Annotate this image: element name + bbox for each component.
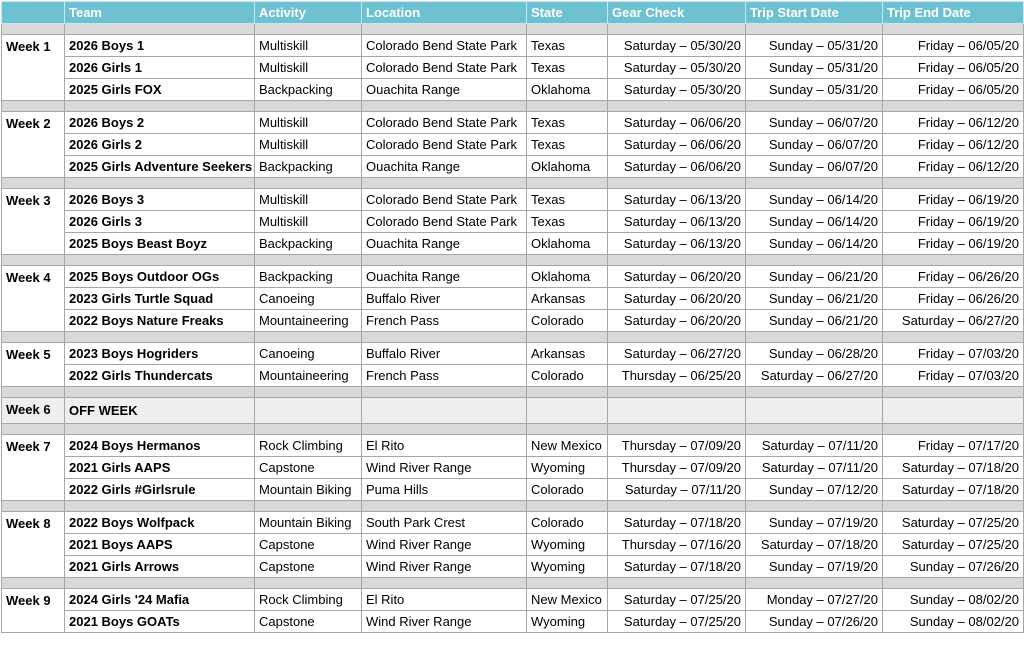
team-cell: 2024 Girls '24 Mafia (65, 589, 255, 611)
table-row (2, 189, 1024, 211)
trip-start-cell: Sunday – 06/07/20 (746, 156, 883, 178)
trip-end-cell: Friday – 06/12/20 (883, 134, 1024, 156)
state-cell: Texas (527, 211, 608, 233)
state-cell: Texas (527, 112, 608, 134)
trip-start-cell: Sunday – 06/07/20 (746, 134, 883, 156)
gear-check-cell: Saturday – 06/13/20 (608, 189, 746, 211)
week-separator (2, 178, 1024, 189)
location-cell: Buffalo River (362, 343, 527, 365)
gear-check-cell: Thursday – 07/09/20 (608, 457, 746, 479)
week-label: Week 3 (2, 189, 65, 255)
state-cell: Texas (527, 189, 608, 211)
trip-end-cell: Friday – 06/12/20 (883, 156, 1024, 178)
team-cell: 2023 Girls Turtle Squad (65, 288, 255, 310)
trip-start-cell: Sunday – 06/21/20 (746, 310, 883, 332)
separator-cell (527, 178, 608, 189)
gear-check-cell: Saturday – 07/11/20 (608, 479, 746, 501)
separator-cell (2, 332, 65, 343)
trip-start-cell (746, 398, 883, 424)
table-row (2, 57, 1024, 79)
week-label: Week 2 (2, 112, 65, 178)
trip-end-cell: Saturday – 07/18/20 (883, 479, 1024, 501)
trip-start-cell: Sunday – 06/28/20 (746, 343, 883, 365)
table-row (2, 310, 1024, 332)
col-header-team: Team (65, 2, 255, 24)
gear-check-cell: Saturday – 06/27/20 (608, 343, 746, 365)
team-cell: 2025 Girls FOX (65, 79, 255, 101)
activity-cell: Backpacking (255, 79, 362, 101)
location-cell: Wind River Range (362, 457, 527, 479)
separator-cell (746, 424, 883, 435)
table-row (2, 534, 1024, 556)
week-separator (2, 501, 1024, 512)
location-cell: South Park Crest (362, 512, 527, 534)
separator-cell (255, 178, 362, 189)
team-cell: 2024 Boys Hermanos (65, 435, 255, 457)
separator-cell (362, 578, 527, 589)
location-cell (362, 398, 527, 424)
separator-cell (746, 178, 883, 189)
team-cell: 2022 Boys Nature Freaks (65, 310, 255, 332)
separator-cell (2, 387, 65, 398)
location-cell: Puma Hills (362, 479, 527, 501)
trip-start-cell: Sunday – 07/26/20 (746, 611, 883, 633)
table-row (2, 112, 1024, 134)
activity-cell: Canoeing (255, 343, 362, 365)
separator-cell (883, 424, 1024, 435)
week-separator (2, 387, 1024, 398)
trip-end-cell: Friday – 07/17/20 (883, 435, 1024, 457)
week-label: Week 1 (2, 35, 65, 101)
separator-cell (65, 255, 255, 266)
separator-cell (883, 178, 1024, 189)
trip-start-cell: Sunday – 06/14/20 (746, 189, 883, 211)
separator-cell (2, 501, 65, 512)
separator-cell (527, 24, 608, 35)
location-cell: Colorado Bend State Park (362, 57, 527, 79)
separator-cell (362, 178, 527, 189)
activity-cell: Backpacking (255, 156, 362, 178)
separator-cell (608, 255, 746, 266)
week-label: Week 6 (2, 398, 65, 424)
separator-cell (65, 332, 255, 343)
week-label: Week 7 (2, 435, 65, 501)
separator-cell (255, 501, 362, 512)
location-cell: Wind River Range (362, 611, 527, 633)
gear-check-cell: Saturday – 06/13/20 (608, 233, 746, 255)
separator-cell (527, 255, 608, 266)
gear-check-cell: Saturday – 07/18/20 (608, 556, 746, 578)
table-row (2, 611, 1024, 633)
state-cell: Arkansas (527, 343, 608, 365)
separator-cell (527, 424, 608, 435)
gear-check-cell: Thursday – 07/09/20 (608, 435, 746, 457)
separator-cell (65, 578, 255, 589)
table-row (2, 398, 1024, 424)
separator-cell (362, 424, 527, 435)
trip-schedule-table (1, 1, 1024, 633)
location-cell: French Pass (362, 365, 527, 387)
col-header-activity: Activity (255, 2, 362, 24)
separator-cell (883, 578, 1024, 589)
separator-cell (255, 24, 362, 35)
state-cell: Colorado (527, 512, 608, 534)
location-cell: French Pass (362, 310, 527, 332)
trip-start-cell: Sunday – 05/31/20 (746, 79, 883, 101)
table-row (2, 343, 1024, 365)
state-cell: Texas (527, 57, 608, 79)
trip-start-cell: Sunday – 06/21/20 (746, 288, 883, 310)
week-separator (2, 332, 1024, 343)
gear-check-cell: Saturday – 06/06/20 (608, 156, 746, 178)
location-cell: Colorado Bend State Park (362, 35, 527, 57)
col-header-state: State (527, 2, 608, 24)
location-cell: Ouachita Range (362, 156, 527, 178)
separator-cell (255, 387, 362, 398)
gear-check-cell: Saturday – 05/30/20 (608, 79, 746, 101)
week-label: Week 8 (2, 512, 65, 578)
separator-cell (746, 332, 883, 343)
team-cell: 2026 Girls 1 (65, 57, 255, 79)
gear-check-cell: Saturday – 06/20/20 (608, 266, 746, 288)
week-separator (2, 255, 1024, 266)
separator-cell (65, 501, 255, 512)
gear-check-cell: Saturday – 06/06/20 (608, 134, 746, 156)
separator-cell (608, 332, 746, 343)
table-row (2, 457, 1024, 479)
team-cell: 2025 Boys Outdoor OGs (65, 266, 255, 288)
team-cell: 2021 Boys AAPS (65, 534, 255, 556)
state-cell: New Mexico (527, 435, 608, 457)
separator-cell (527, 387, 608, 398)
activity-cell: Capstone (255, 457, 362, 479)
activity-cell: Rock Climbing (255, 435, 362, 457)
separator-cell (2, 24, 65, 35)
state-cell (527, 398, 608, 424)
table-row (2, 156, 1024, 178)
separator-cell (2, 424, 65, 435)
state-cell: Oklahoma (527, 233, 608, 255)
trip-end-cell: Friday – 06/12/20 (883, 112, 1024, 134)
table-row (2, 435, 1024, 457)
activity-cell: Mountain Biking (255, 479, 362, 501)
week-label: Week 9 (2, 589, 65, 633)
team-cell: 2026 Boys 2 (65, 112, 255, 134)
trip-end-cell: Friday – 07/03/20 (883, 365, 1024, 387)
trip-start-cell: Sunday – 07/19/20 (746, 556, 883, 578)
separator-cell (883, 501, 1024, 512)
team-cell: 2025 Boys Beast Boyz (65, 233, 255, 255)
team-cell: 2026 Girls 2 (65, 134, 255, 156)
separator-cell (362, 501, 527, 512)
activity-cell: Multiskill (255, 189, 362, 211)
trip-end-cell: Friday – 06/19/20 (883, 189, 1024, 211)
schedule-body (2, 24, 1024, 633)
header-row (2, 2, 1024, 24)
separator-cell (255, 101, 362, 112)
state-cell: New Mexico (527, 589, 608, 611)
trip-end-cell: Saturday – 07/18/20 (883, 457, 1024, 479)
activity-cell: Mountain Biking (255, 512, 362, 534)
location-cell: El Rito (362, 435, 527, 457)
state-cell: Wyoming (527, 556, 608, 578)
state-cell: Texas (527, 134, 608, 156)
separator-cell (608, 24, 746, 35)
week-separator (2, 101, 1024, 112)
state-cell: Oklahoma (527, 266, 608, 288)
state-cell: Wyoming (527, 611, 608, 633)
table-row (2, 479, 1024, 501)
trip-end-cell: Sunday – 08/02/20 (883, 611, 1024, 633)
state-cell: Oklahoma (527, 156, 608, 178)
gear-check-cell (608, 398, 746, 424)
gear-check-cell: Saturday – 07/25/20 (608, 589, 746, 611)
week-separator (2, 424, 1024, 435)
separator-cell (65, 24, 255, 35)
trip-end-cell: Sunday – 07/26/20 (883, 556, 1024, 578)
separator-cell (527, 332, 608, 343)
trip-end-cell: Friday – 07/03/20 (883, 343, 1024, 365)
separator-cell (883, 24, 1024, 35)
separator-cell (527, 501, 608, 512)
location-cell: Ouachita Range (362, 266, 527, 288)
trip-start-cell: Sunday – 07/19/20 (746, 512, 883, 534)
separator-cell (746, 387, 883, 398)
table-row (2, 589, 1024, 611)
separator-cell (608, 178, 746, 189)
trip-start-cell: Sunday – 06/14/20 (746, 233, 883, 255)
trip-end-cell: Friday – 06/19/20 (883, 211, 1024, 233)
separator-cell (883, 387, 1024, 398)
separator-cell (65, 101, 255, 112)
gear-check-cell: Saturday – 07/18/20 (608, 512, 746, 534)
location-cell: Buffalo River (362, 288, 527, 310)
trip-end-cell: Friday – 06/26/20 (883, 266, 1024, 288)
separator-cell (746, 24, 883, 35)
trip-end-cell: Friday – 06/05/20 (883, 35, 1024, 57)
separator-cell (746, 255, 883, 266)
activity-cell: Capstone (255, 556, 362, 578)
trip-start-cell: Saturday – 06/27/20 (746, 365, 883, 387)
separator-cell (362, 24, 527, 35)
activity-cell: Multiskill (255, 134, 362, 156)
state-cell: Colorado (527, 310, 608, 332)
location-cell: Wind River Range (362, 556, 527, 578)
separator-cell (608, 424, 746, 435)
separator-cell (65, 387, 255, 398)
separator-cell (2, 578, 65, 589)
activity-cell: Mountaineering (255, 365, 362, 387)
activity-cell: Backpacking (255, 233, 362, 255)
activity-cell: Multiskill (255, 211, 362, 233)
table-row (2, 79, 1024, 101)
col-header-location: Location (362, 2, 527, 24)
col-header-gear-check: Gear Check (608, 2, 746, 24)
separator-cell (2, 178, 65, 189)
table-row (2, 233, 1024, 255)
trip-end-cell: Sunday – 08/02/20 (883, 589, 1024, 611)
trip-end-cell: Friday – 06/26/20 (883, 288, 1024, 310)
separator-cell (65, 424, 255, 435)
table-row (2, 211, 1024, 233)
activity-cell: Multiskill (255, 35, 362, 57)
trip-start-cell: Sunday – 05/31/20 (746, 35, 883, 57)
trip-start-cell: Sunday – 07/12/20 (746, 479, 883, 501)
team-cell: 2026 Boys 3 (65, 189, 255, 211)
state-cell: Texas (527, 35, 608, 57)
col-header-trip-end: Trip End Date (883, 2, 1024, 24)
team-cell: 2022 Girls Thundercats (65, 365, 255, 387)
team-cell: 2025 Girls Adventure Seekers (65, 156, 255, 178)
table-row (2, 266, 1024, 288)
separator-cell (746, 501, 883, 512)
gear-check-cell: Saturday – 06/20/20 (608, 310, 746, 332)
gear-check-cell: Thursday – 07/16/20 (608, 534, 746, 556)
location-cell: Ouachita Range (362, 233, 527, 255)
trip-end-cell: Friday – 06/19/20 (883, 233, 1024, 255)
separator-cell (255, 255, 362, 266)
location-cell: Colorado Bend State Park (362, 134, 527, 156)
separator-cell (746, 578, 883, 589)
team-cell: 2021 Boys GOATs (65, 611, 255, 633)
activity-cell: Rock Climbing (255, 589, 362, 611)
location-cell: Colorado Bend State Park (362, 112, 527, 134)
location-cell: Colorado Bend State Park (362, 189, 527, 211)
separator-cell (2, 101, 65, 112)
separator-cell (255, 424, 362, 435)
separator-cell (527, 101, 608, 112)
activity-cell: Multiskill (255, 57, 362, 79)
team-cell: 2023 Boys Hogriders (65, 343, 255, 365)
trip-start-cell: Sunday – 06/07/20 (746, 112, 883, 134)
gear-check-cell: Saturday – 06/20/20 (608, 288, 746, 310)
trip-end-cell: Saturday – 06/27/20 (883, 310, 1024, 332)
trip-start-cell: Saturday – 07/11/20 (746, 457, 883, 479)
trip-start-cell: Saturday – 07/11/20 (746, 435, 883, 457)
separator-cell (608, 101, 746, 112)
state-cell: Wyoming (527, 534, 608, 556)
table-row (2, 134, 1024, 156)
separator-cell (746, 101, 883, 112)
table-row (2, 512, 1024, 534)
separator-cell (527, 578, 608, 589)
trip-start-cell: Sunday – 06/21/20 (746, 266, 883, 288)
separator-cell (608, 387, 746, 398)
state-cell: Colorado (527, 365, 608, 387)
state-cell: Wyoming (527, 457, 608, 479)
separator-cell (362, 387, 527, 398)
trip-start-cell: Sunday – 05/31/20 (746, 57, 883, 79)
separator-cell (608, 501, 746, 512)
trip-end-cell: Saturday – 07/25/20 (883, 512, 1024, 534)
trip-start-cell: Saturday – 07/18/20 (746, 534, 883, 556)
gear-check-cell: Saturday – 05/30/20 (608, 35, 746, 57)
trip-end-cell (883, 398, 1024, 424)
gear-check-cell: Thursday – 06/25/20 (608, 365, 746, 387)
team-cell: 2022 Girls #Girlsrule (65, 479, 255, 501)
separator-cell (362, 101, 527, 112)
week-label: Week 5 (2, 343, 65, 387)
table-row (2, 556, 1024, 578)
activity-cell: Capstone (255, 611, 362, 633)
col-header-week (2, 2, 65, 24)
team-cell: 2021 Girls AAPS (65, 457, 255, 479)
trip-end-cell: Friday – 06/05/20 (883, 57, 1024, 79)
gear-check-cell: Saturday – 07/25/20 (608, 611, 746, 633)
team-cell: 2026 Boys 1 (65, 35, 255, 57)
separator-cell (362, 332, 527, 343)
trip-end-cell: Friday – 06/05/20 (883, 79, 1024, 101)
team-cell: 2021 Girls Arrows (65, 556, 255, 578)
separator-cell (883, 332, 1024, 343)
gear-check-cell: Saturday – 06/13/20 (608, 211, 746, 233)
week-separator (2, 578, 1024, 589)
col-header-trip-start: Trip Start Date (746, 2, 883, 24)
state-cell: Arkansas (527, 288, 608, 310)
activity-cell: Backpacking (255, 266, 362, 288)
location-cell: Colorado Bend State Park (362, 211, 527, 233)
activity-cell (255, 398, 362, 424)
gear-check-cell: Saturday – 06/06/20 (608, 112, 746, 134)
activity-cell: Multiskill (255, 112, 362, 134)
separator-cell (608, 578, 746, 589)
table-row (2, 365, 1024, 387)
trip-start-cell: Sunday – 06/14/20 (746, 211, 883, 233)
week-label: Week 4 (2, 266, 65, 332)
table-row (2, 288, 1024, 310)
table-row (2, 35, 1024, 57)
separator-cell (255, 578, 362, 589)
location-cell: Ouachita Range (362, 79, 527, 101)
activity-cell: Canoeing (255, 288, 362, 310)
location-cell: El Rito (362, 589, 527, 611)
separator-cell (255, 332, 362, 343)
gear-check-cell: Saturday – 05/30/20 (608, 57, 746, 79)
trip-end-cell: Saturday – 07/25/20 (883, 534, 1024, 556)
activity-cell: Capstone (255, 534, 362, 556)
state-cell: Colorado (527, 479, 608, 501)
separator-cell (2, 255, 65, 266)
team-cell: 2026 Girls 3 (65, 211, 255, 233)
team-cell: OFF WEEK (65, 398, 255, 424)
separator-cell (65, 178, 255, 189)
location-cell: Wind River Range (362, 534, 527, 556)
week-separator (2, 24, 1024, 35)
separator-cell (362, 255, 527, 266)
activity-cell: Mountaineering (255, 310, 362, 332)
state-cell: Oklahoma (527, 79, 608, 101)
team-cell: 2022 Boys Wolfpack (65, 512, 255, 534)
separator-cell (883, 255, 1024, 266)
trip-start-cell: Monday – 07/27/20 (746, 589, 883, 611)
separator-cell (883, 101, 1024, 112)
